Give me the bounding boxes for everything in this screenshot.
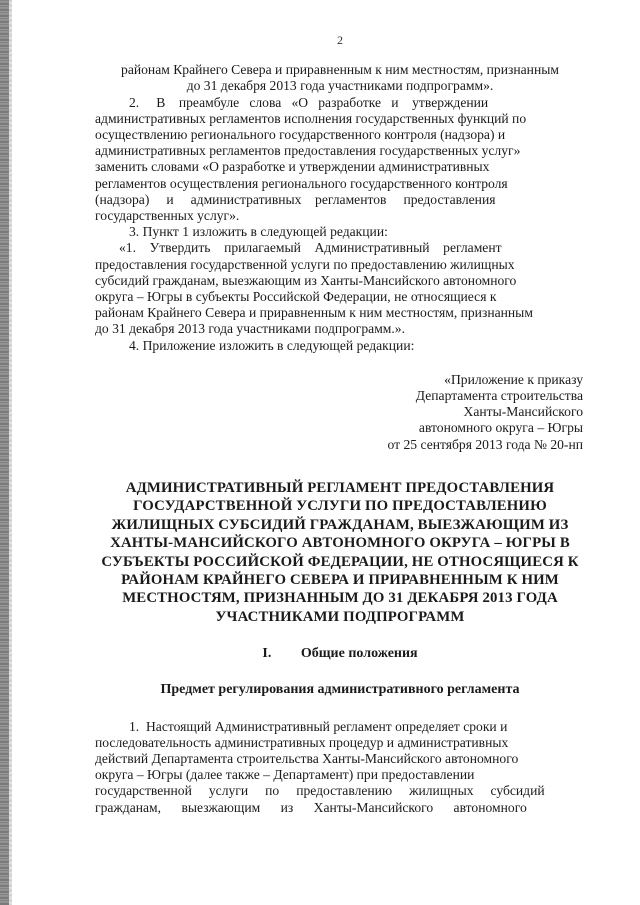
text-line: округа – Югры (далее также – Департамент) при предоставлении	[95, 767, 475, 783]
document-heading	[95, 479, 585, 626]
text-line: субсидий гражданам, выезжающим из Ханты-Мансийского автономного	[95, 272, 517, 288]
text-line: предоставления государственной услуги по предоставлению жилищных	[95, 256, 515, 272]
scan-edge	[0, 0, 9, 905]
text-line: 1. Настоящий Административный регламент определяет сроки и	[129, 718, 508, 734]
section-number: I.	[262, 646, 272, 662]
text-line: 2. В преамбуле слова «О разработке и утверждении	[129, 94, 489, 110]
paragraph-item-3	[95, 224, 585, 354]
heading-line: СУБЪЕКТЫ РОССИЙСКОЙ ФЕДЕРАЦИИ, НЕ ОТНОСЯЩИЕСЯ К	[101, 553, 579, 570]
text-line: 3. Пункт 1 изложить в следующей редакции:	[129, 224, 388, 240]
text-line: округа – Югры в субъекты Российской Федерации, не относящиеся к	[95, 289, 497, 305]
text-line: действий Департамента строительства Ханты-Мансийского автономного	[95, 750, 519, 766]
text-line: заменить словами «О разработке и утверждении административных	[95, 159, 490, 175]
heading-line: ЖИЛИЩНЫХ СУБСИДИЙ ГРАЖДАНАМ, ВЫЕЗЖАЮЩИМ ИЗ	[111, 516, 569, 533]
approval-line: автономного округа – Югры	[418, 420, 583, 436]
heading-line: УЧАСТНИКАМИ ПОДПРОГРАММ	[215, 608, 465, 625]
approval-block	[95, 372, 585, 453]
text-line: административных регламентов исполнения государственных функций по	[95, 110, 527, 126]
page-number: 2	[337, 33, 343, 47]
heading-line: ХАНТЫ-МАНСИЙСКОГО АВТОНОМНОГО ОКРУГА – ЮГРЫ В	[110, 535, 570, 552]
text-line: районам Крайнего Севера и приравненным к ним местностям, признанным	[95, 305, 533, 321]
continuation-paragraph	[95, 62, 585, 94]
text-line: административных регламентов предоставления государственных услуг»	[95, 143, 521, 159]
approval-line: «Приложение к приказу	[444, 371, 583, 387]
paragraph-item-1	[95, 719, 585, 816]
heading-line: РАЙОНАМ КРАЙНЕГО СЕВЕРА И ПРИРАВНЕННЫМ К НИМ	[121, 571, 559, 588]
approval-line: Департамента строительства	[415, 388, 583, 404]
text-line: (надзора) и административных регламентов предоставления	[95, 191, 496, 207]
heading-line: ГОСУДАРСТВЕННОЙ УСЛУГИ ПО ПРЕДОСТАВЛЕНИЮ	[133, 498, 547, 515]
heading-line: МЕСТНОСТЯМ, ПРИЗНАННЫМ ДО 31 ДЕКАБРЯ 2013 ГОДА	[122, 590, 558, 607]
subject-title: Предмет регулирования административного регламента	[160, 682, 520, 698]
text-line: 4. Приложение изложить в следующей редакции:	[129, 337, 415, 353]
section-name: Общие положения	[300, 646, 418, 662]
text-line: районам Крайнего Севера и приравненным к ним местностям, признанным	[121, 62, 559, 78]
text-line: до 31 декабря 2013 года участниками подпрограмм.».	[95, 321, 405, 337]
text-line: последовательность административных процедур и административных	[95, 734, 509, 750]
text-line: государственной услуги по предоставлению жилищных субсидий	[95, 783, 545, 799]
text-line: осуществлению регионального государственного контроля (надзора) и	[95, 127, 506, 143]
text-line: регламентов осуществления регионального государственного контроля	[95, 175, 508, 191]
paragraph-item-2	[95, 95, 585, 225]
section-title	[95, 646, 585, 662]
text-line: государственных услуг».	[95, 208, 240, 224]
document-page	[95, 32, 585, 816]
approval-line: от 25 сентября 2013 года № 20-нп	[387, 436, 583, 452]
heading-line: АДМИНИСТРАТИВНЫЙ РЕГЛАМЕНТ ПРЕДОСТАВЛЕНИЯ	[125, 479, 555, 496]
text-line: гражданам, выезжающим из Ханты-Мансийского автономного	[95, 799, 527, 815]
approval-line: Ханты-Мансийского	[463, 404, 583, 420]
text-line: «1. Утвердить прилагаемый Административный регламент	[119, 240, 502, 256]
text-line: до 31 декабря 2013 года участниками подпрограмм».	[186, 78, 494, 94]
